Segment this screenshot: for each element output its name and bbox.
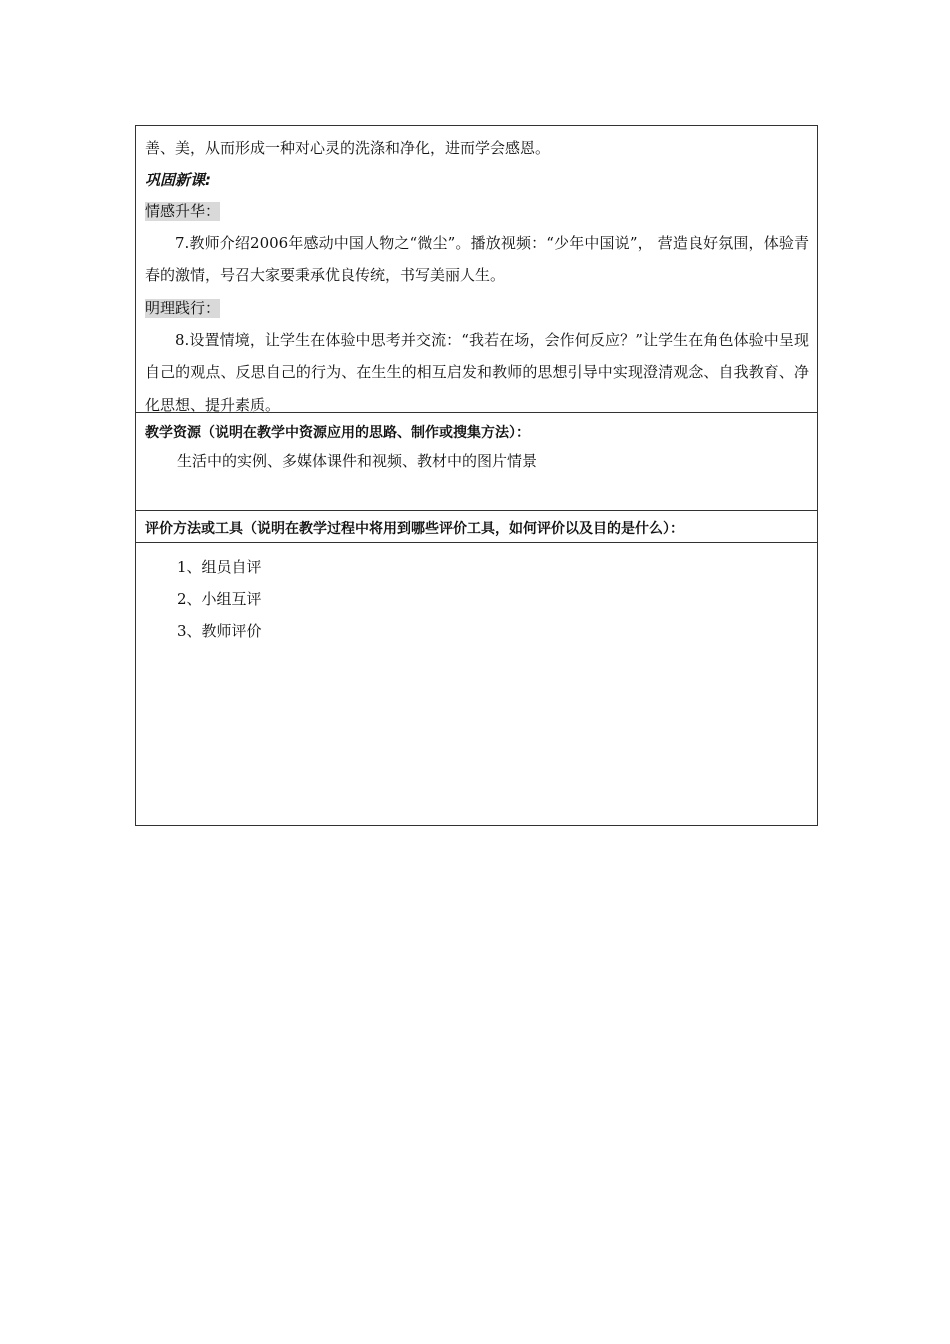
evaluation-header: 评价方法或工具（说明在教学过程中将用到哪些评价工具，如何评价以及目的是什么）： — [145, 521, 684, 537]
evaluation-item: 1、组员自评 — [177, 558, 262, 576]
teaching-resources-cell — [136, 413, 817, 511]
continued-text-line: 善、美，从而形成一种对心灵的洗涤和净化，进而学会感恩。 — [145, 139, 551, 157]
evaluation-item: 2、小组互评 — [177, 590, 262, 608]
resources-header: 教学资源（说明在教学中资源应用的思路、制作或搜集方法）： — [145, 425, 530, 441]
evaluation-header-cell — [136, 511, 817, 543]
emotion-label: 情感升华： — [145, 201, 221, 220]
evaluation-item: 3、教师评价 — [177, 622, 262, 640]
consolidate-heading: 巩固新课: — [145, 170, 211, 189]
evaluation-body-cell — [136, 543, 817, 825]
resources-content: 生活中的实例、多媒体课件和视频、教材中的图片情景 — [177, 452, 538, 470]
paragraph-7: 7.教师介绍2006年感动中国人物之“微尘”。播放视频：“少年中国说”， 营造良好氛围，体验青春的激情，号召大家要秉承优良传统，书写美丽人生。 — [145, 233, 809, 284]
lesson-plan-table — [135, 125, 818, 826]
practice-label: 明理践行： — [145, 298, 221, 317]
paragraph-8: 8.设置情境，让学生在体验中思考并交流：“我若在场，会作何反应？”让学生在角色体验中呈现自己的观点、反思自己的行为、在生生的相互启发和教师的思想引导中实现澄清观念、自我教育、净化思想、提升素质。 — [145, 330, 809, 414]
lesson-process-cell — [136, 126, 817, 413]
